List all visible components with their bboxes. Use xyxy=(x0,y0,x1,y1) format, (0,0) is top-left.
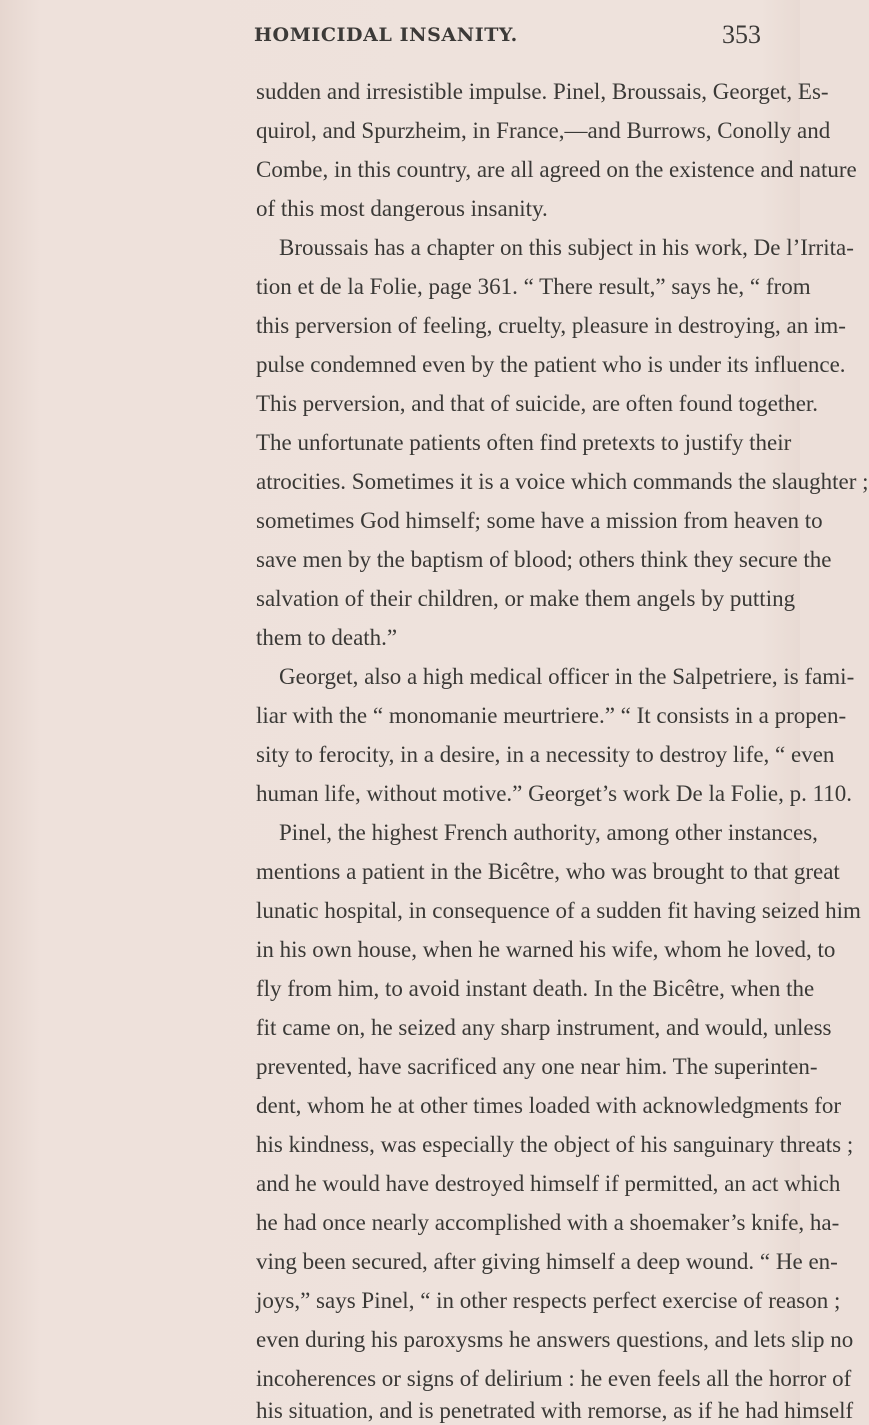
text-line: quirol, and Spurzheim, in France,—and Burrows, Conolly and xyxy=(256,118,831,143)
page-number: 353 xyxy=(722,20,761,49)
text-line: This perversion, and that of suicide, are often found together. xyxy=(256,391,819,416)
running-head: HOMICIDAL INSANITY. xyxy=(254,24,518,46)
text-line: Broussais has a chapter on this subject in his work, De l’Irrita- xyxy=(279,235,854,260)
text-line: salvation of their children, or make them angels by putting xyxy=(256,586,796,611)
text-line: Georget, also a high medical officer in the Salpetriere, is fami- xyxy=(279,664,855,689)
text-line: Pinel, the highest French authority, among other instances, xyxy=(279,820,818,845)
text-line: prevented, have sacrificed any one near him. The superinten- xyxy=(256,1054,818,1079)
text-line: atrocities. Sometimes it is a voice which commands the slaughter ; xyxy=(256,469,869,494)
text-line: his situation, and is penetrated with remorse, as if he had himself xyxy=(256,1398,854,1423)
text-line: mentions a patient in the Bicêtre, who was brought to that great xyxy=(256,859,840,884)
text-line: and he would have destroyed himself if permitted, an act which xyxy=(256,1171,841,1196)
text-line: this perversion of feeling, cruelty, pleasure in destroying, an im- xyxy=(256,313,846,338)
text-line: fly from him, to avoid instant death. In the Bicêtre, when the xyxy=(256,976,815,1001)
text-line: his kindness, was especially the object of his sanguinary threats ; xyxy=(256,1132,854,1157)
text-line: human life, without motive.” Georget’s work De la Folie, p. 110. xyxy=(256,781,852,806)
text-line: tion et de la Folie, page 361. “ There result,” says he, “ from xyxy=(256,274,811,299)
text-line: dent, whom he at other times loaded with acknowledgments for xyxy=(256,1093,842,1118)
text-line: sity to ferocity, in a desire, in a necessity to destroy life, “ even xyxy=(256,742,835,767)
text-line: sometimes God himself; some have a mission from heaven to xyxy=(256,508,823,533)
text-line: save men by the baptism of blood; others think they secure the xyxy=(256,547,832,572)
text-line: liar with the “ monomanie meurtriere.” “ It consists in a propen- xyxy=(256,703,847,728)
text-line: The unfortunate patients often find pretexts to justify their xyxy=(256,430,792,455)
text-line: pulse condemned even by the patient who is under its influence. xyxy=(256,352,846,377)
text-line: Combe, in this country, are all agreed on the existence and nature xyxy=(256,157,857,182)
text-line: fit came on, he seized any sharp instrument, and would, unless xyxy=(256,1015,832,1040)
text-line: in his own house, when he warned his wife, whom he loved, to xyxy=(256,937,836,962)
text-line: he had once nearly accomplished with a shoemaker’s knife, ha- xyxy=(256,1210,840,1235)
text-line: of this most dangerous insanity. xyxy=(256,196,548,221)
text-line: joys,” says Pinel, “ in other respects perfect exercise of reason ; xyxy=(256,1288,841,1313)
text-line: them to death.” xyxy=(256,625,398,650)
text-line: even during his paroxysms he answers questions, and lets slip no xyxy=(256,1327,854,1352)
text-line: ving been secured, after giving himself a deep wound. “ He en- xyxy=(256,1249,838,1274)
text-line: incoherences or signs of delirium : he even feels all the horror of xyxy=(256,1366,852,1391)
text-line: sudden and irresistible impulse. Pinel, Broussais, Georget, Es- xyxy=(256,79,829,104)
text-line: lunatic hospital, in consequence of a sudden fit having seized him xyxy=(256,898,861,923)
